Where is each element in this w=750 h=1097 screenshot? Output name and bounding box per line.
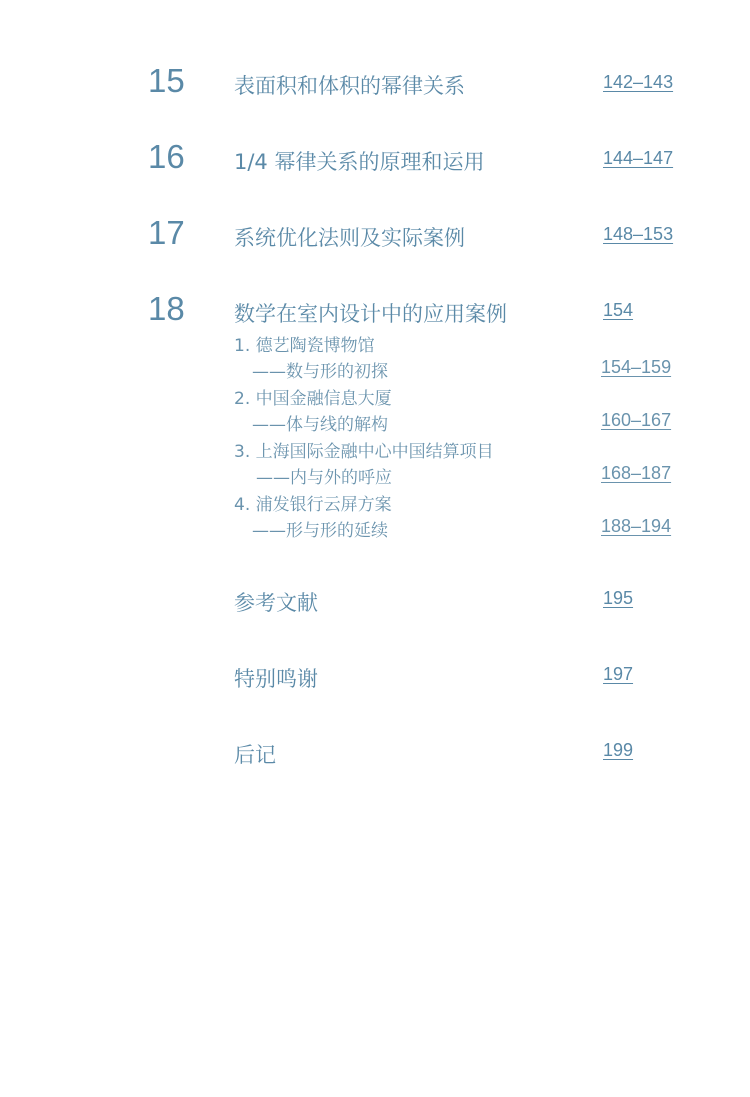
- case-title[interactable]: 3. 上海国际金融中心中国结算项目: [234, 442, 494, 462]
- chapter-page-link[interactable]: 148–153: [603, 224, 674, 244]
- case-title[interactable]: 1. 德艺陶瓷博物馆: [234, 336, 375, 356]
- case-page-link[interactable]: 168–187: [601, 463, 672, 483]
- case-page-link[interactable]: 188–194: [601, 516, 672, 536]
- case-title[interactable]: 4. 浦发银行云屏方案: [234, 495, 392, 515]
- back-matter-title[interactable]: 特别鸣谢: [234, 667, 318, 691]
- chapter-title[interactable]: 系统优化法则及实际案例: [234, 226, 465, 250]
- chapter-title[interactable]: 数学在室内设计中的应用案例: [234, 302, 507, 326]
- chapter-number: 18: [148, 290, 185, 327]
- chapter-number: 16: [148, 138, 185, 175]
- case-page-link[interactable]: 154–159: [601, 357, 672, 377]
- chapter-title[interactable]: 表面积和体积的幂律关系: [234, 74, 465, 98]
- chapter-number: 15: [148, 62, 185, 99]
- chapter-page-link[interactable]: 144–147: [603, 148, 674, 168]
- chapter-page-link[interactable]: 142–143: [603, 72, 674, 92]
- back-matter-page-link[interactable]: 195: [603, 588, 634, 608]
- back-matter-page-link[interactable]: 199: [603, 740, 634, 760]
- case-subtitle: ——形与形的延续: [252, 521, 388, 541]
- chapter-title[interactable]: 1/4 幂律关系的原理和运用: [234, 150, 485, 174]
- case-page-link[interactable]: 160–167: [601, 410, 672, 430]
- back-matter-title[interactable]: 参考文献: [234, 591, 318, 615]
- case-subtitle: ——数与形的初探: [252, 362, 388, 382]
- chapter-number: 17: [148, 214, 185, 251]
- case-title[interactable]: 2. 中国金融信息大厦: [234, 389, 392, 409]
- back-matter-title[interactable]: 后记: [234, 743, 276, 767]
- case-subtitle: ——内与外的呼应: [256, 468, 392, 488]
- case-subtitle: ——体与线的解构: [252, 415, 388, 435]
- chapter-page-link[interactable]: 154: [603, 300, 634, 320]
- back-matter-page-link[interactable]: 197: [603, 664, 634, 684]
